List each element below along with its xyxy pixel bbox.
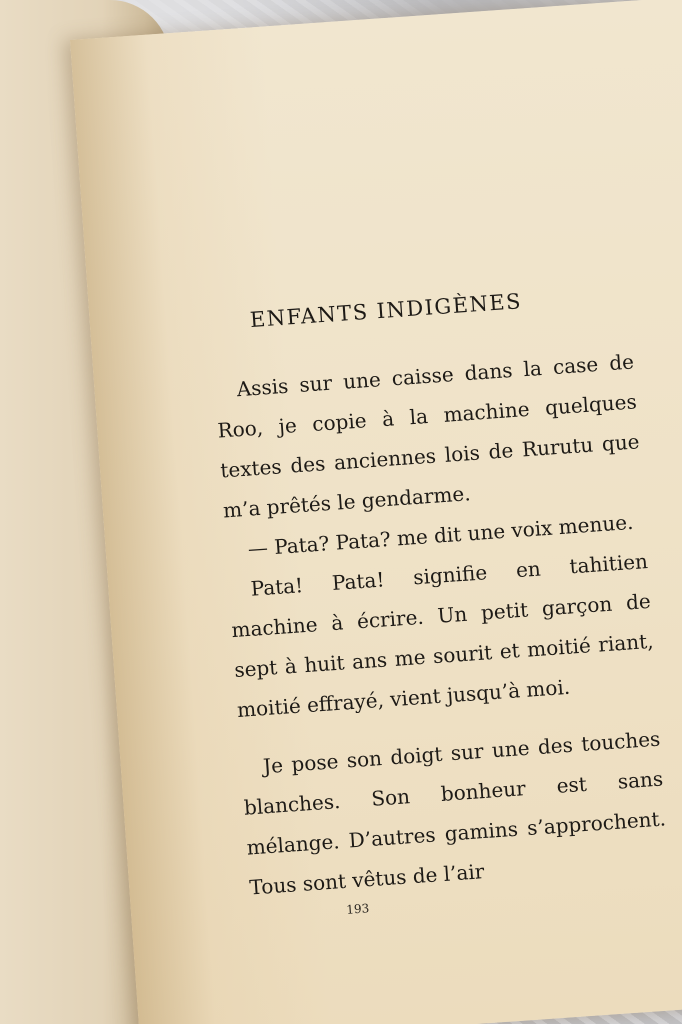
paragraph-3: Pata! Pata! signifie en tahitien machine à écrire. Un petit garçon de sept à huit ans me sourit et moitié riant, moitié effrayé, vient jusqu’à moi. — [230, 548, 655, 722]
paragraph-1: Assis sur une caisse dans la case de Roo, je copie à la machine quelques textes des anciennes lois de Rurutu que m’a prêtés le gendarme. — [216, 349, 641, 523]
page-text-block — [209, 282, 670, 908]
paragraph-4: Je pose son doigt sur une des touches blanches. Son bonheur est sans mélange. D’autres gamins s’approchent. Tous sont vêtus de l’air — [243, 726, 667, 900]
page-number: 193 — [345, 901, 370, 917]
paragraph-2: — Pata? Pata? me dit une voix menue. — [247, 509, 635, 561]
chapter-title: ENFANTS INDIGÈNES — [249, 289, 523, 333]
right-page — [70, 0, 682, 1024]
